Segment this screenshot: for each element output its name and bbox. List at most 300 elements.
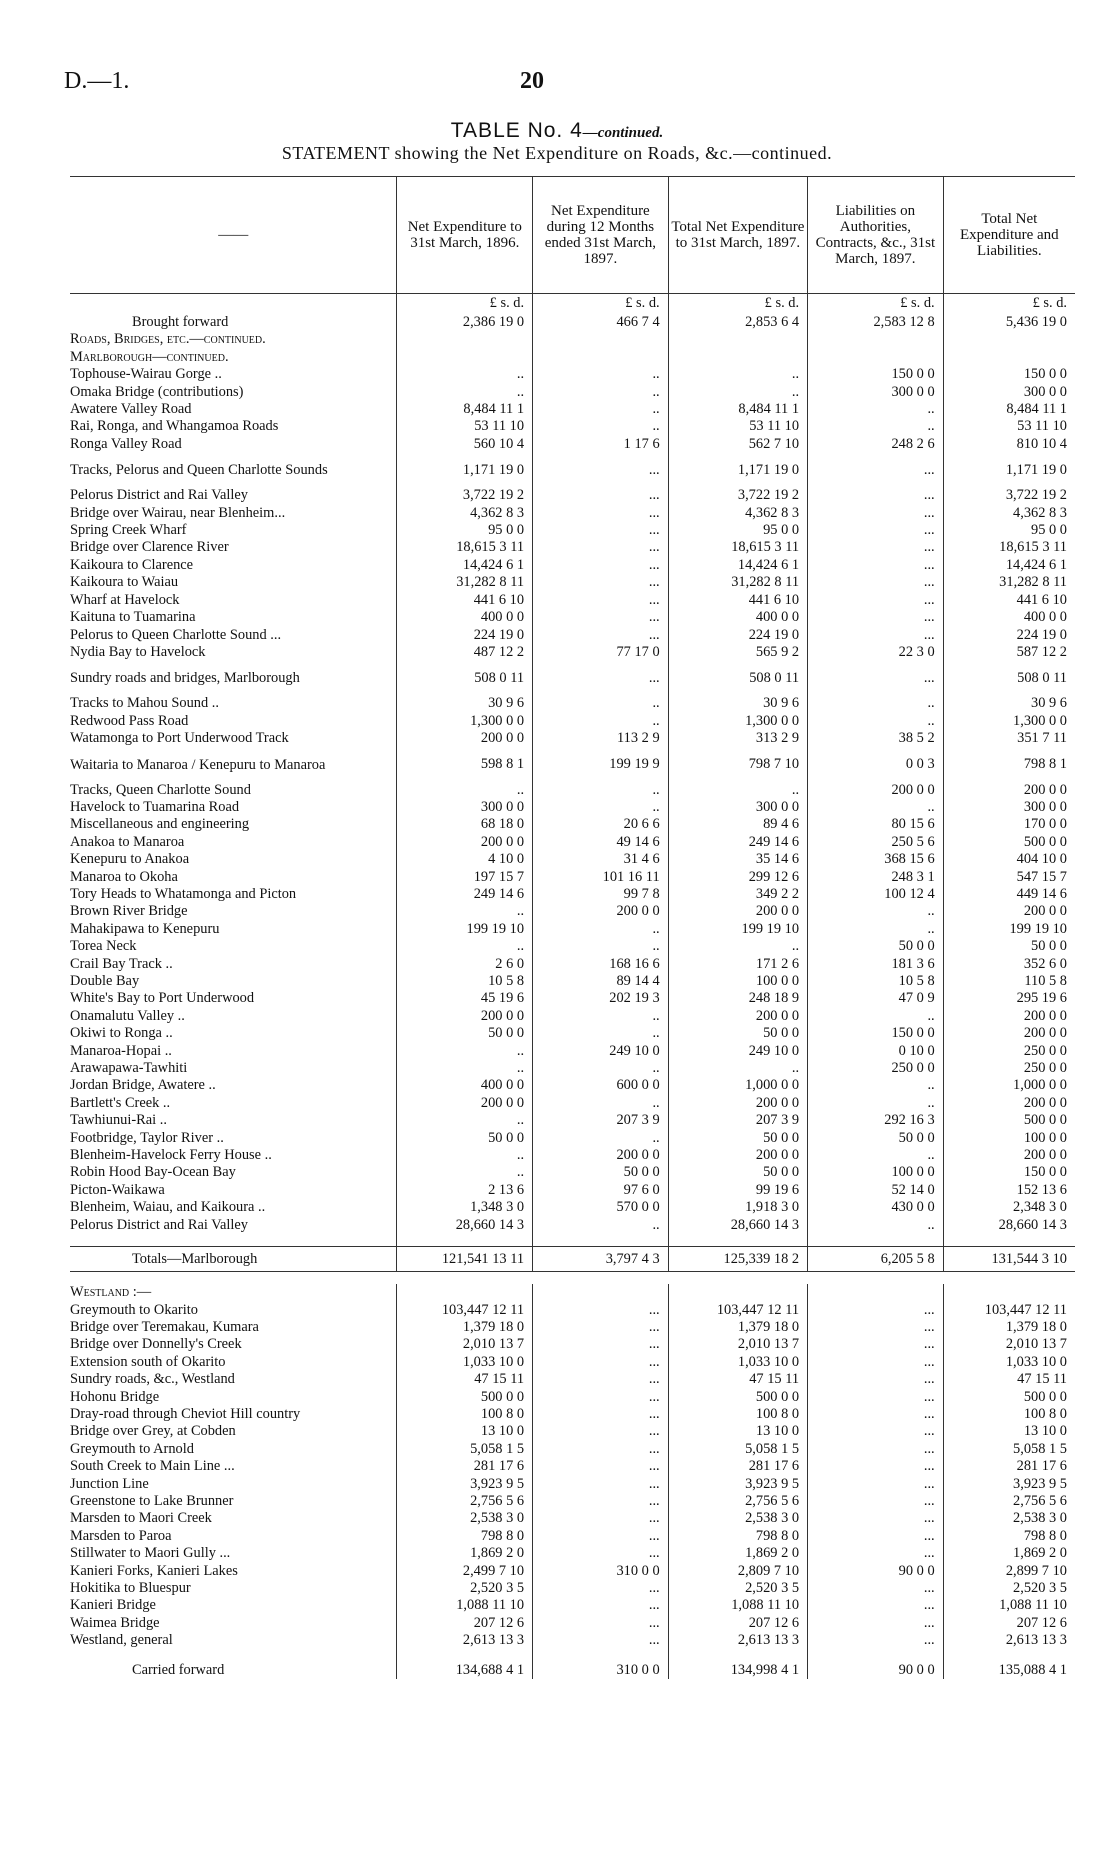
cell-c5: 170 0 0 [943, 816, 1075, 833]
cell-c5: 352 6 0 [943, 956, 1075, 973]
cell-c1: 199 19 10 [397, 921, 533, 938]
cell-c5: 798 8 1 [943, 748, 1075, 782]
cell-c1: 2 6 0 [397, 956, 533, 973]
table-row [70, 1130, 1075, 1147]
row-description: Marsden to Maori Creek [70, 1510, 212, 1527]
cell-c3: 200 0 0 [668, 1147, 807, 1164]
cell-c3: 798 7 10 [668, 748, 807, 782]
cell-c1: 400 0 0 [397, 1077, 533, 1094]
cell-c5: 2,010 13 7 [943, 1336, 1075, 1353]
cell-c1: .. [397, 384, 533, 401]
cell-c1: 200 0 0 [397, 1095, 533, 1112]
row-description: Tracks, Queen Charlotte Sound [70, 781, 251, 798]
cell-c4: 50 0 0 [808, 938, 944, 955]
cell-c5: 31,282 8 11 [943, 574, 1075, 591]
cell-c1: 2,386 19 0 [397, 314, 533, 331]
table-row [70, 799, 1075, 816]
row-description: Pelorus District and Rai Valley [70, 1216, 248, 1233]
cell-c1: 598 8 1 [397, 748, 533, 782]
table-row [70, 1476, 1075, 1493]
cell-c2 [533, 331, 669, 348]
section-heading-row [70, 349, 1075, 366]
cell-c3: 31,282 8 11 [668, 574, 807, 591]
cell-c1: 1,348 3 0 [397, 1199, 533, 1216]
cell-c3: 313 2 9 [668, 730, 807, 747]
cell-c2: .. [533, 1217, 669, 1234]
cell-c4: ... [808, 1528, 944, 1545]
cell-c2: .. [533, 1060, 669, 1077]
table-row [70, 1510, 1075, 1527]
cell-c1: 103,447 12 11 [397, 1302, 533, 1319]
cell-c4: 100 12 4 [808, 886, 944, 903]
table-row [70, 730, 1075, 747]
column-header-net-during-12-months: Net Expenditure during 12 Months ended 31st March, 1897. [533, 177, 669, 294]
cell-c1: 50 0 0 [397, 1025, 533, 1042]
cell-c4: ... [808, 1406, 944, 1423]
cell-c1: 281 17 6 [397, 1458, 533, 1475]
cell-c2: ... [533, 574, 669, 591]
row-description: Hokitika to Bluespur [70, 1580, 191, 1596]
row-description: Torea Neck [70, 938, 137, 955]
table-title-main: TABLE No. 4 [450, 119, 583, 142]
cell-c4: ... [808, 522, 944, 539]
row-description: Picton-Waikawa [70, 1181, 165, 1198]
cell-c1: 31,282 8 11 [397, 574, 533, 591]
row-description: Marlborough—continued. [70, 348, 229, 365]
table-row [70, 1406, 1075, 1423]
cell-c3: 47 15 11 [668, 1371, 807, 1388]
cell-c2: ... [533, 592, 669, 609]
cell-c3: 565 9 2 [668, 644, 807, 661]
cell-c1: 1,300 0 0 [397, 713, 533, 730]
cell-c3: 103,447 12 11 [668, 1302, 807, 1319]
cell-c1: 798 8 0 [397, 1528, 533, 1545]
row-description: Junction Line [70, 1475, 149, 1492]
cell-c4 [808, 349, 944, 366]
cell-c5: 508 0 11 [943, 661, 1075, 695]
units-label: £ s. d. [397, 294, 533, 315]
cell-c2: .. [533, 1095, 669, 1112]
cell-c5: 200 0 0 [943, 1008, 1075, 1025]
row-description: Footbridge, Taylor River .. [70, 1129, 224, 1146]
page-number: 20 [520, 68, 544, 94]
table-row [70, 1336, 1075, 1353]
cell-c3 [668, 1284, 807, 1301]
cell-c5: 295 19 6 [943, 990, 1075, 1007]
cell-c2: ... [533, 453, 669, 487]
cell-c3: 2,010 13 7 [668, 1336, 807, 1353]
row-description: Marsden to Paroa [70, 1527, 172, 1544]
row-description: Brown River Bridge [70, 903, 188, 920]
table-title [0, 118, 1114, 143]
cell-c5: 150 0 0 [943, 366, 1075, 383]
cell-c1: 2,499 7 10 [397, 1563, 533, 1580]
cell-c4: ... [808, 627, 944, 644]
cell-c2: ... [533, 539, 669, 556]
cell-c3: 5,058 1 5 [668, 1441, 807, 1458]
cell-c2: .. [533, 1008, 669, 1025]
units-label: £ s. d. [808, 294, 944, 315]
cell-c5: 2,756 5 6 [943, 1493, 1075, 1510]
cell-c4 [808, 1284, 944, 1301]
row-description: Rai, Ronga, and Whangamoa Roads [70, 418, 279, 435]
table-row [70, 921, 1075, 938]
cell-c5: 547 15 7 [943, 869, 1075, 886]
cell-c3: 53 11 10 [668, 418, 807, 435]
cell-c1: .. [397, 1060, 533, 1077]
cell-c4: ... [808, 1580, 944, 1597]
cell-c4: 150 0 0 [808, 366, 944, 383]
cell-c1: 14,424 6 1 [397, 557, 533, 574]
row-description: Omaka Bridge (contributions) [70, 383, 244, 400]
cell-c5: 587 12 2 [943, 644, 1075, 661]
cell-c5: 2,538 3 0 [943, 1510, 1075, 1527]
row-description: Manaroa to Okoha [70, 868, 178, 885]
cell-c5: 28,660 14 3 [943, 1217, 1075, 1234]
cell-c4: ... [808, 1545, 944, 1562]
row-description: Tophouse-Wairau Gorge .. [70, 366, 222, 383]
table-row [70, 1182, 1075, 1199]
row-description: Crail Bay Track .. [70, 955, 173, 972]
cell-c5: 200 0 0 [943, 1147, 1075, 1164]
cell-c4: 430 0 0 [808, 1199, 944, 1216]
table-row [70, 1615, 1075, 1632]
cell-c2: ... [533, 1615, 669, 1632]
cell-c2: ... [533, 1406, 669, 1423]
cell-c3: 50 0 0 [668, 1130, 807, 1147]
cell-c2: 168 16 6 [533, 956, 669, 973]
cell-c4: ... [808, 661, 944, 695]
cell-c1: 487 12 2 [397, 644, 533, 661]
cell-c3: 207 3 9 [668, 1112, 807, 1129]
cell-c1: 200 0 0 [397, 834, 533, 851]
cell-c4: ... [808, 1493, 944, 1510]
cell-c1: 300 0 0 [397, 799, 533, 816]
cell-c2: 199 19 9 [533, 748, 669, 782]
document-code: D.—1. [64, 68, 130, 94]
cell-c4: 250 5 6 [808, 834, 944, 851]
cell-c1: 560 10 4 [397, 436, 533, 453]
cell-c2: ... [533, 1336, 669, 1353]
table-header-row [70, 177, 1075, 294]
cell-c2: 207 3 9 [533, 1112, 669, 1129]
table-row [70, 1077, 1075, 1094]
table-row [70, 1354, 1075, 1371]
cell-c4: 10 5 8 [808, 973, 944, 990]
cell-c3: 2,520 3 5 [668, 1580, 807, 1597]
cell-c2: 99 7 8 [533, 886, 669, 903]
cell-c3: 50 0 0 [668, 1164, 807, 1181]
table-row [70, 869, 1075, 886]
cell-c2: 1 17 6 [533, 436, 669, 453]
row-description: Arawapawa-Tawhiti [70, 1060, 188, 1077]
cell-c5: 404 10 0 [943, 851, 1075, 868]
cell-c5: 351 7 11 [943, 730, 1075, 747]
table-row [70, 903, 1075, 920]
cell-c2: 249 10 0 [533, 1043, 669, 1060]
cell-c1: .. [397, 366, 533, 383]
cell-c5: 47 15 11 [943, 1371, 1075, 1388]
cell-c4: ... [808, 1510, 944, 1527]
column-header-description: —— [70, 177, 397, 294]
table-row [70, 1580, 1075, 1597]
cell-c5: 1,379 18 0 [943, 1319, 1075, 1336]
column-header-net-to-1896: Net Expenditure to 31st March, 1896. [397, 177, 533, 294]
cell-c2: 97 6 0 [533, 1182, 669, 1199]
cell-c4: ... [808, 1597, 944, 1614]
cell-c3: 200 0 0 [668, 903, 807, 920]
cell-c2: ... [533, 1458, 669, 1475]
cell-c2: .. [533, 713, 669, 730]
row-description: Westland :— [70, 1284, 152, 1301]
cell-c3: 14,424 6 1 [668, 557, 807, 574]
cell-c3: 1,869 2 0 [668, 1545, 807, 1562]
cell-c1: 3,722 19 2 [397, 487, 533, 504]
cell-c2: 101 16 11 [533, 869, 669, 886]
cell-c1: 1,171 19 0 [397, 453, 533, 487]
cell-c4: .. [808, 1008, 944, 1025]
table-row [70, 1217, 1075, 1234]
cell-c2: ... [533, 1493, 669, 1510]
table-row [70, 956, 1075, 973]
cell-c4: 2,583 12 8 [808, 314, 944, 331]
cell-c2: ... [533, 1510, 669, 1527]
row-description: Havelock to Tuamarina Road [70, 798, 240, 815]
cell-c1: .. [397, 1147, 533, 1164]
row-gap [70, 1650, 1075, 1662]
row-description: Miscellaneous and engineering [70, 816, 250, 833]
table-row [70, 1423, 1075, 1440]
row-description: Tracks, Pelorus and Queen Charlotte Sounds [70, 462, 328, 479]
cell-c4: ... [808, 1319, 944, 1336]
row-description: Waimea Bridge [70, 1614, 160, 1631]
cell-c4: 90 0 0 [808, 1662, 944, 1679]
table-row [70, 1493, 1075, 1510]
cell-c1: 249 14 6 [397, 886, 533, 903]
cell-c4: 6,205 5 8 [808, 1247, 944, 1272]
column-header-liabilities: Liabilities on Authorities, Contracts, &c., 31st March, 1897. [808, 177, 944, 294]
cell-c3: 1,379 18 0 [668, 1319, 807, 1336]
cell-c5: 200 0 0 [943, 1025, 1075, 1042]
row-description: Kanieri Bridge [70, 1597, 156, 1614]
cell-c5: 95 0 0 [943, 522, 1075, 539]
row-description: Pelorus to Queen Charlotte Sound ... [70, 626, 282, 643]
column-header-total-net-to-1897: Total Net Expenditure to 31st March, 1897. [668, 177, 807, 294]
table-row [70, 1095, 1075, 1112]
cell-c5: 152 13 6 [943, 1182, 1075, 1199]
cell-c4: .. [808, 418, 944, 435]
cell-c1: 1,033 10 0 [397, 1354, 533, 1371]
table-row [70, 1112, 1075, 1129]
cell-c5: 53 11 10 [943, 418, 1075, 435]
table-row [70, 1389, 1075, 1406]
cell-c5: 810 10 4 [943, 436, 1075, 453]
cell-c2: 89 14 4 [533, 973, 669, 990]
cell-c5: 103,447 12 11 [943, 1302, 1075, 1319]
row-description: Pelorus District and Rai Valley [70, 487, 248, 504]
cell-c1: 8,484 11 1 [397, 401, 533, 418]
cell-c5: 1,869 2 0 [943, 1545, 1075, 1562]
cell-c2: .. [533, 384, 669, 401]
table-row [70, 1043, 1075, 1060]
table-row [70, 539, 1075, 556]
cell-c3: 3,923 9 5 [668, 1476, 807, 1493]
cell-c3: 100 8 0 [668, 1406, 807, 1423]
row-description: Extension south of Okarito [70, 1353, 226, 1370]
row-description: Greymouth to Okarito [70, 1301, 198, 1318]
cell-c1 [397, 1284, 533, 1301]
cell-c2: ... [533, 1354, 669, 1371]
row-description: Mahakipawa to Kenepuru [70, 920, 220, 937]
cell-c5: 1,000 0 0 [943, 1077, 1075, 1094]
row-description: Spring Creek Wharf [70, 522, 187, 539]
cell-c5: 5,058 1 5 [943, 1441, 1075, 1458]
cell-c3: 30 9 6 [668, 695, 807, 712]
row-description: Kanieri Forks, Kanieri Lakes [70, 1562, 238, 1579]
cell-c4: 181 3 6 [808, 956, 944, 973]
cell-c3: 95 0 0 [668, 522, 807, 539]
cell-c2: ... [533, 557, 669, 574]
cell-c2: .. [533, 938, 669, 955]
cell-c1: 2,613 13 3 [397, 1632, 533, 1649]
cell-c3: 2,756 5 6 [668, 1493, 807, 1510]
table-row [70, 1147, 1075, 1164]
cell-c5: 5,436 19 0 [943, 314, 1075, 331]
cell-c4: ... [808, 1476, 944, 1493]
column-header-total-with-liabilities: Total Net Expenditure and Liabilities. [943, 177, 1075, 294]
cell-c1: 1,379 18 0 [397, 1319, 533, 1336]
cell-c2: 466 7 4 [533, 314, 669, 331]
row-description: Tracks to Mahou Sound .. [70, 695, 219, 712]
cell-c4: ... [808, 592, 944, 609]
cell-c4: 38 5 2 [808, 730, 944, 747]
cell-c5: 110 5 8 [943, 973, 1075, 990]
cell-c2: ... [533, 1528, 669, 1545]
cell-c2: 113 2 9 [533, 730, 669, 747]
table-row [70, 816, 1075, 833]
cell-c4: 0 10 0 [808, 1043, 944, 1060]
table-row [70, 384, 1075, 401]
row-description: Carried forward [132, 1661, 225, 1678]
cell-c3 [668, 349, 807, 366]
cell-c4 [808, 331, 944, 348]
row-description: Dray-road through Cheviot Hill country [70, 1405, 301, 1422]
cell-c2: ... [533, 1580, 669, 1597]
cell-c1: 95 0 0 [397, 522, 533, 539]
row-description: Kenepuru to Anakoa [70, 851, 190, 868]
cell-c5: 2,899 7 10 [943, 1563, 1075, 1580]
cell-c5: 150 0 0 [943, 1164, 1075, 1181]
table-row [70, 886, 1075, 903]
cell-c5: 200 0 0 [943, 782, 1075, 799]
table-row [70, 522, 1075, 539]
cell-c1: 200 0 0 [397, 730, 533, 747]
cell-c5: 449 14 6 [943, 886, 1075, 903]
cell-c3: 349 2 2 [668, 886, 807, 903]
table-row [70, 1563, 1075, 1580]
row-description: Double Bay [70, 973, 140, 989]
cell-c4: ... [808, 505, 944, 522]
cell-c5: 200 0 0 [943, 1095, 1075, 1112]
cell-c3: 171 2 6 [668, 956, 807, 973]
cell-c2: ... [533, 1423, 669, 1440]
cell-c3: .. [668, 1060, 807, 1077]
cell-c1: 4,362 8 3 [397, 505, 533, 522]
cell-c3: 500 0 0 [668, 1389, 807, 1406]
table-row [70, 713, 1075, 730]
cell-c1: 5,058 1 5 [397, 1441, 533, 1458]
cell-c2: ... [533, 1476, 669, 1493]
cell-c4: 300 0 0 [808, 384, 944, 401]
brought-forward-row [70, 314, 1075, 331]
cell-c2: ... [533, 1319, 669, 1336]
cell-c3: 2,538 3 0 [668, 1510, 807, 1527]
table-row [70, 1528, 1075, 1545]
row-description: Bridge over Grey, at Cobden [70, 1423, 236, 1440]
cell-c4: 292 16 3 [808, 1112, 944, 1129]
cell-c4: 150 0 0 [808, 1025, 944, 1042]
cell-c4: ... [808, 1441, 944, 1458]
units-label: £ s. d. [943, 294, 1075, 315]
cell-c1: 1,869 2 0 [397, 1545, 533, 1562]
cell-c5: 14,424 6 1 [943, 557, 1075, 574]
table-row [70, 1597, 1075, 1614]
row-description: Tory Heads to Whatamonga and Picton [70, 885, 297, 902]
cell-c2: .. [533, 799, 669, 816]
cell-c1: 134,688 4 1 [397, 1662, 533, 1679]
table-row [70, 1164, 1075, 1181]
table-row [70, 557, 1075, 574]
cell-c3: .. [668, 782, 807, 799]
row-description: Brought forward [132, 314, 229, 330]
cell-c5: 18,615 3 11 [943, 539, 1075, 556]
table-row [70, 990, 1075, 1007]
totals-row [70, 1247, 1075, 1272]
cell-c5: 135,088 4 1 [943, 1662, 1075, 1679]
row-description: Manaroa-Hopai .. [70, 1042, 172, 1059]
cell-c3: 249 10 0 [668, 1043, 807, 1060]
cell-c5: 1,171 19 0 [943, 453, 1075, 487]
cell-c4: 22 3 0 [808, 644, 944, 661]
cell-c3: 3,722 19 2 [668, 487, 807, 504]
cell-c4: 250 0 0 [808, 1060, 944, 1077]
row-description: Waitaria to Manaroa / Kenepuru to Manaroa [70, 756, 326, 773]
cell-c1: 50 0 0 [397, 1130, 533, 1147]
row-description: Watamonga to Port Underwood Track [70, 730, 289, 747]
cell-c1 [397, 331, 533, 348]
cell-c5: 1,088 11 10 [943, 1597, 1075, 1614]
cell-c1: 441 6 10 [397, 592, 533, 609]
cell-c4: .. [808, 401, 944, 418]
cell-c4: ... [808, 539, 944, 556]
row-description: Bridge over Donnelly's Creek [70, 1336, 242, 1353]
table-row [70, 627, 1075, 644]
cell-c4: .. [808, 1095, 944, 1112]
row-description: Jordan Bridge, Awatere .. [70, 1077, 216, 1094]
table-row [70, 1199, 1075, 1216]
cell-c3: 50 0 0 [668, 1025, 807, 1042]
cell-c2: ... [533, 1371, 669, 1388]
row-description: Greymouth to Arnold [70, 1440, 194, 1457]
cell-c2: 310 0 0 [533, 1563, 669, 1580]
cell-c1: .. [397, 938, 533, 955]
cell-c4: 248 3 1 [808, 869, 944, 886]
cell-c2: ... [533, 1441, 669, 1458]
row-description: Bartlett's Creek .. [70, 1094, 171, 1111]
cell-c5: 500 0 0 [943, 834, 1075, 851]
cell-c5: 224 19 0 [943, 627, 1075, 644]
units-label: £ s. d. [668, 294, 807, 315]
